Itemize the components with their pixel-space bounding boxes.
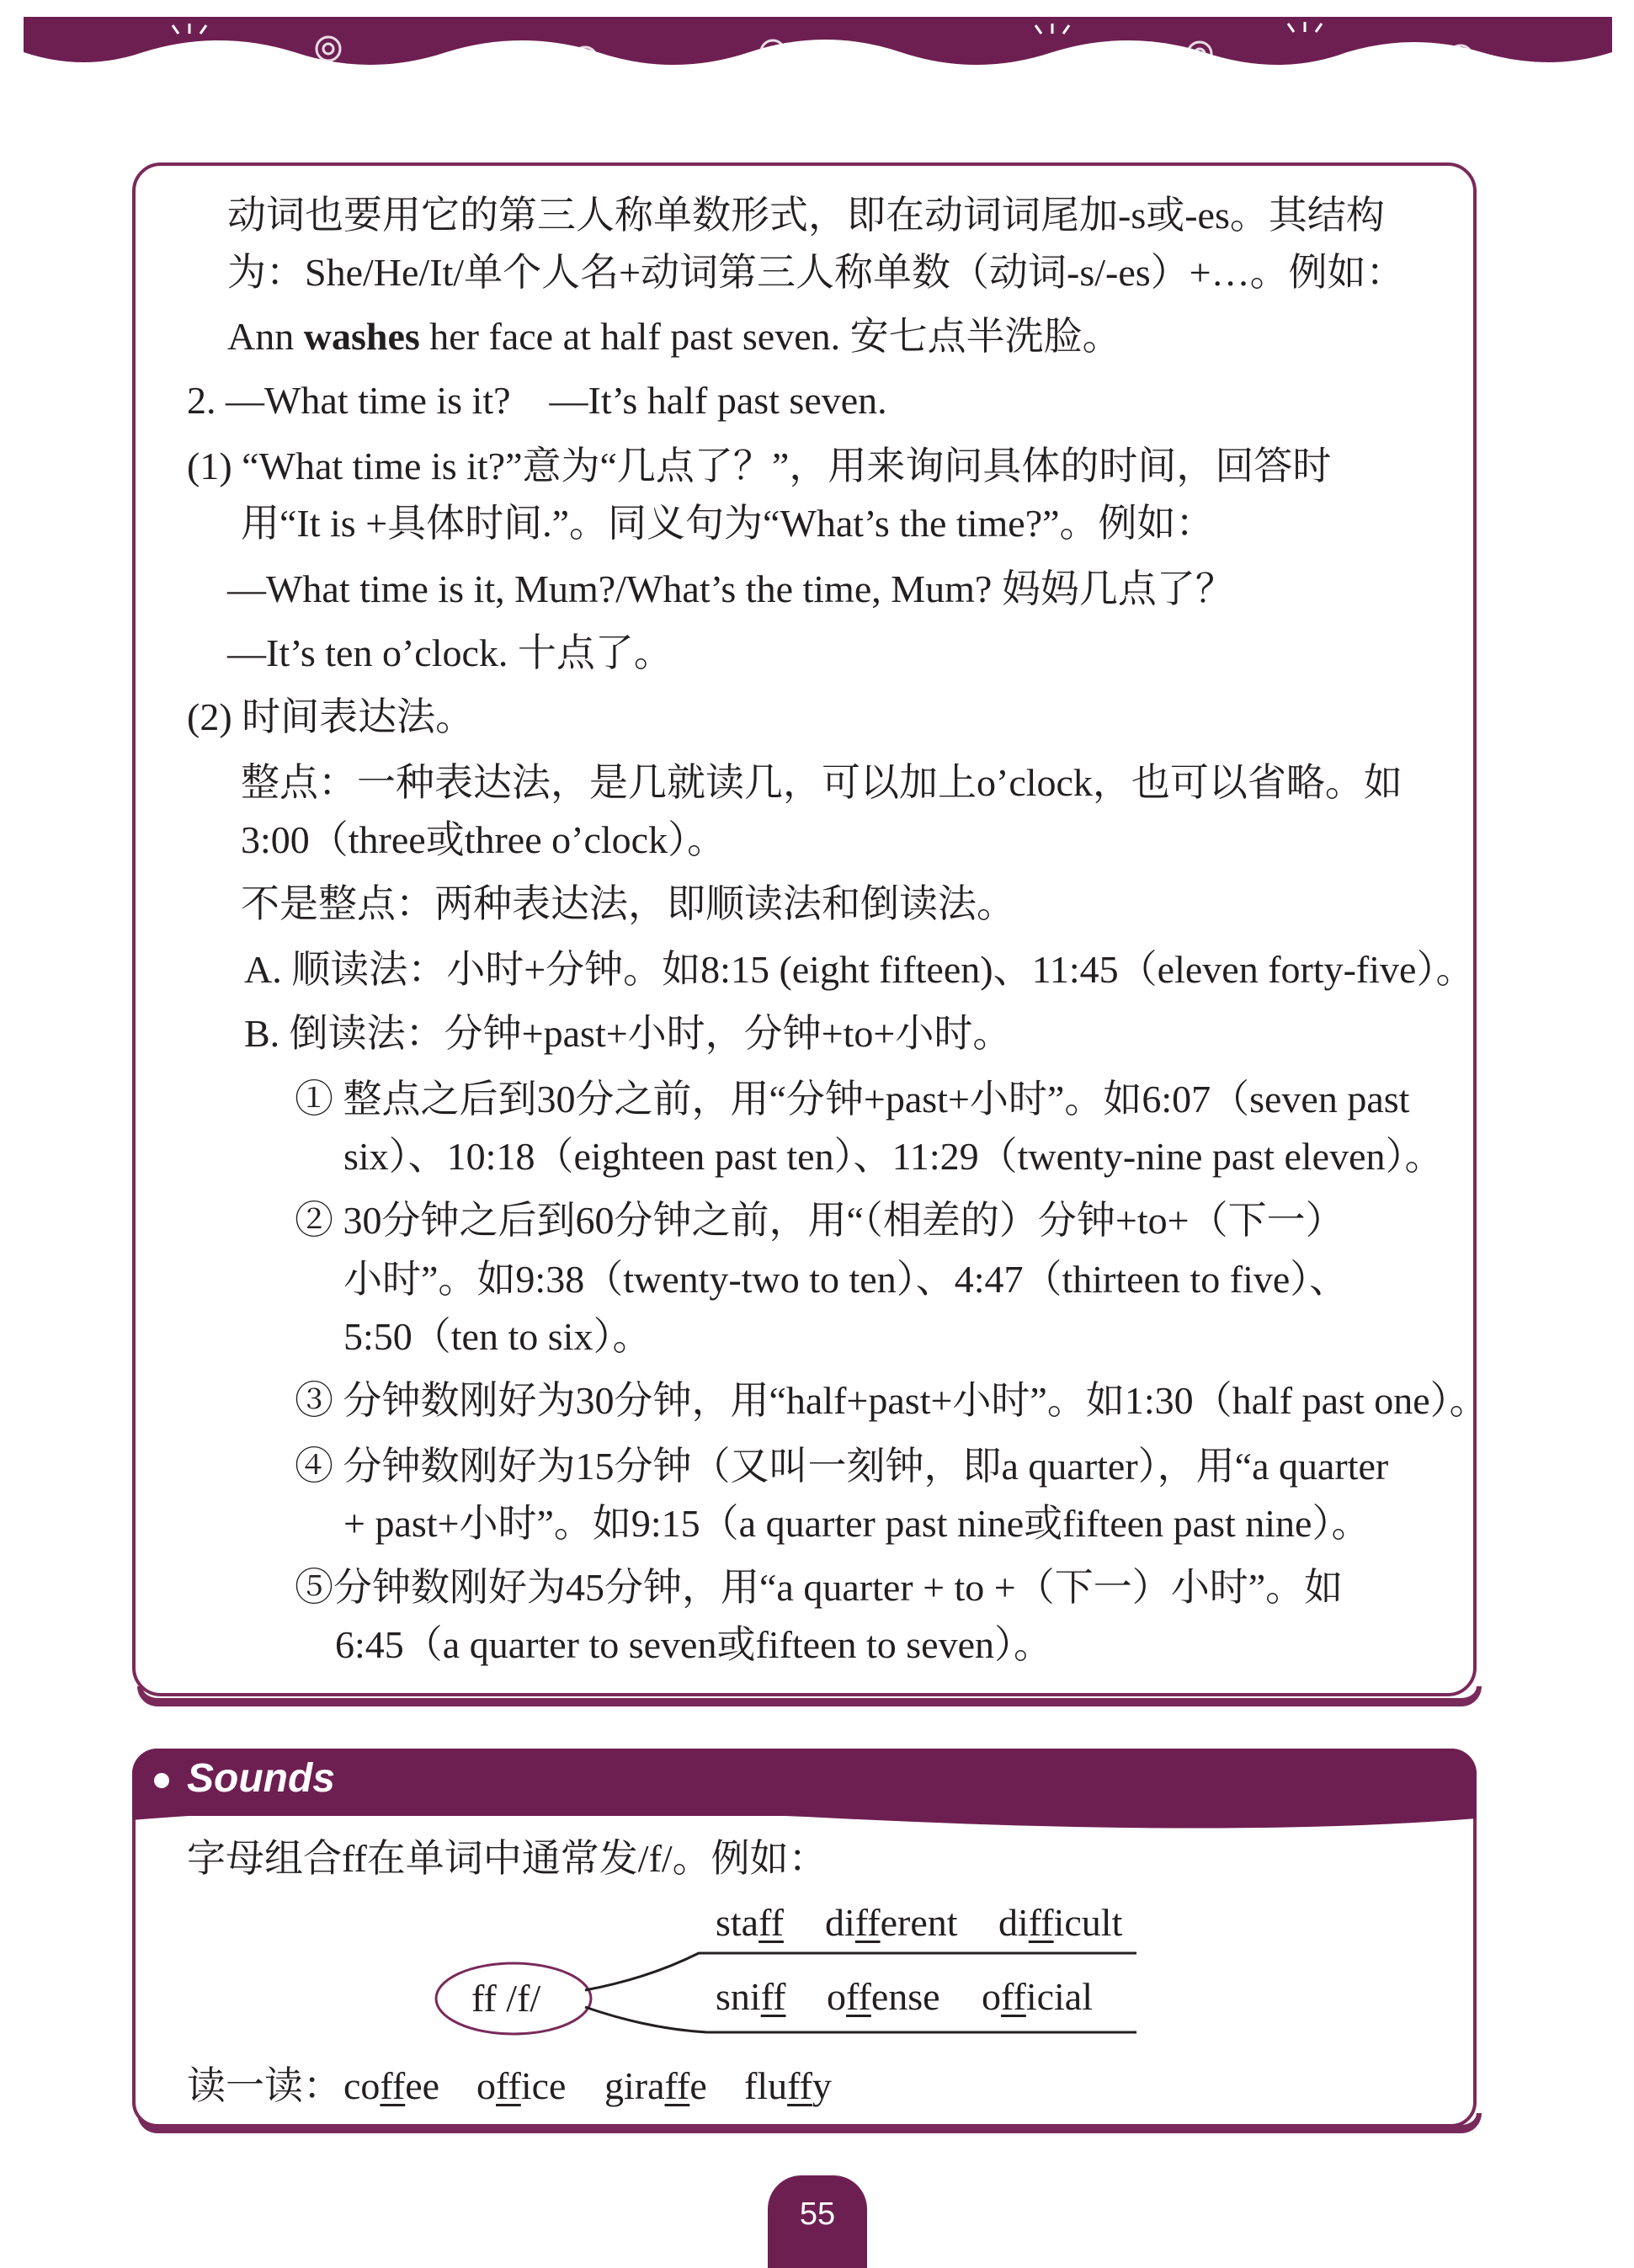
text-line: —What time is it, Mum?/What’s the time, Mum? 妈妈几点了？ [227,567,1234,610]
example-word: offense [827,1975,940,2018]
text-line: ② 30分钟之后到60分钟之前，用“（相差的）分钟+to+（下一） [295,1199,1344,1242]
read-word: office [476,2064,567,2107]
text-line: —It’s ten o’clock. 十点了。 [227,631,673,674]
text-line: A. 顺读法：小时+分钟。如8:15 (eight fifteen)、11:45（eleven forty-five）。 [244,948,1475,991]
text-line: ① 整点之后到30分之前，用“分钟+past+小时”。如6:07（seven past [295,1078,1410,1121]
page-number: 55 [799,2196,836,2232]
text-line: + past+小时”。如9:15（a quarter past nine或fifteen past nine）。 [343,1502,1371,1545]
text-line: 3:00（three或three o’clock）。 [241,818,727,861]
top-decorative-banner [0,0,1634,101]
text-line: (2) 时间表达法。 [187,695,475,738]
sounds-header-curve [132,1802,1477,1835]
example-word: official [982,1975,1093,2018]
text-line: 2. —What time is it? —It’s half past seven. [187,379,887,422]
sounds-title: Sounds [187,1756,335,1801]
bold-verb: washes [303,315,420,358]
sounds-intro: 字母组合ff在单词中通常发/f/。例如： [187,1837,828,1880]
text-line: 6:45（a quarter to seven或fifteen to seven）。 [335,1623,1053,1666]
text-line: ⑤分钟数刚好为45分钟，用“a quarter + to +（下一）小时”。如 [295,1566,1344,1609]
example-word: sniff [716,1975,786,2018]
text-line: 为：She/He/It/单个人名+动词第三人称单数（动词-s/-es）+…。例如： [227,251,1405,294]
text-line: 5:50（ten to six）。 [343,1315,652,1358]
read-word: giraffe [604,2064,707,2107]
text-line: (1) “What time is it?”意为“几点了？”，用来询问具体的时间，回答时 [187,445,1332,487]
text-line: 小时”。如9:38（twenty-two to ten）、4:47（thirteen to five）、 [343,1258,1349,1301]
text-line: six）、10:18（eighteen past ten）、11:29（twenty-nine past eleven）。 [343,1135,1444,1178]
example-word: different [825,1901,958,1944]
text-line: 动词也要用它的第三人称单数形式，即在动词词尾加-s或-es。其结构 [227,194,1385,237]
text-line: Ann washes her face at half past seven. 安七点半洗脸。 [227,315,1121,358]
text-line: B. 倒读法：分钟+past+小时，分钟+to+小时。 [244,1012,1012,1055]
text-line: 整点：一种表达法，是几就读几，可以加上o’clock，也可以省略。如 [241,761,1402,804]
bullet-icon [154,1773,169,1788]
text-line: ③ 分钟数刚好为30分钟，用“half+past+小时”。如1:30（half past one）。 [295,1379,1488,1422]
read-label: 读一读： [187,2064,342,2107]
example-word: difficult [998,1901,1123,1944]
read-word: coffee [343,2064,440,2107]
text-line: ④ 分钟数刚好为15分钟（又叫一刻钟，即a quarter），用“a quarter [295,1445,1389,1488]
example-word: staff [716,1901,784,1944]
read-word: fluffy [744,2064,832,2107]
text-line: 用“It is +具体时间.”。同义句为“What’s the time?”。例如： [241,502,1215,545]
text-line: 不是整点：两种表达法，即顺读法和倒读法。 [241,882,1015,925]
phonics-label: ff /f/ [471,1977,541,2020]
